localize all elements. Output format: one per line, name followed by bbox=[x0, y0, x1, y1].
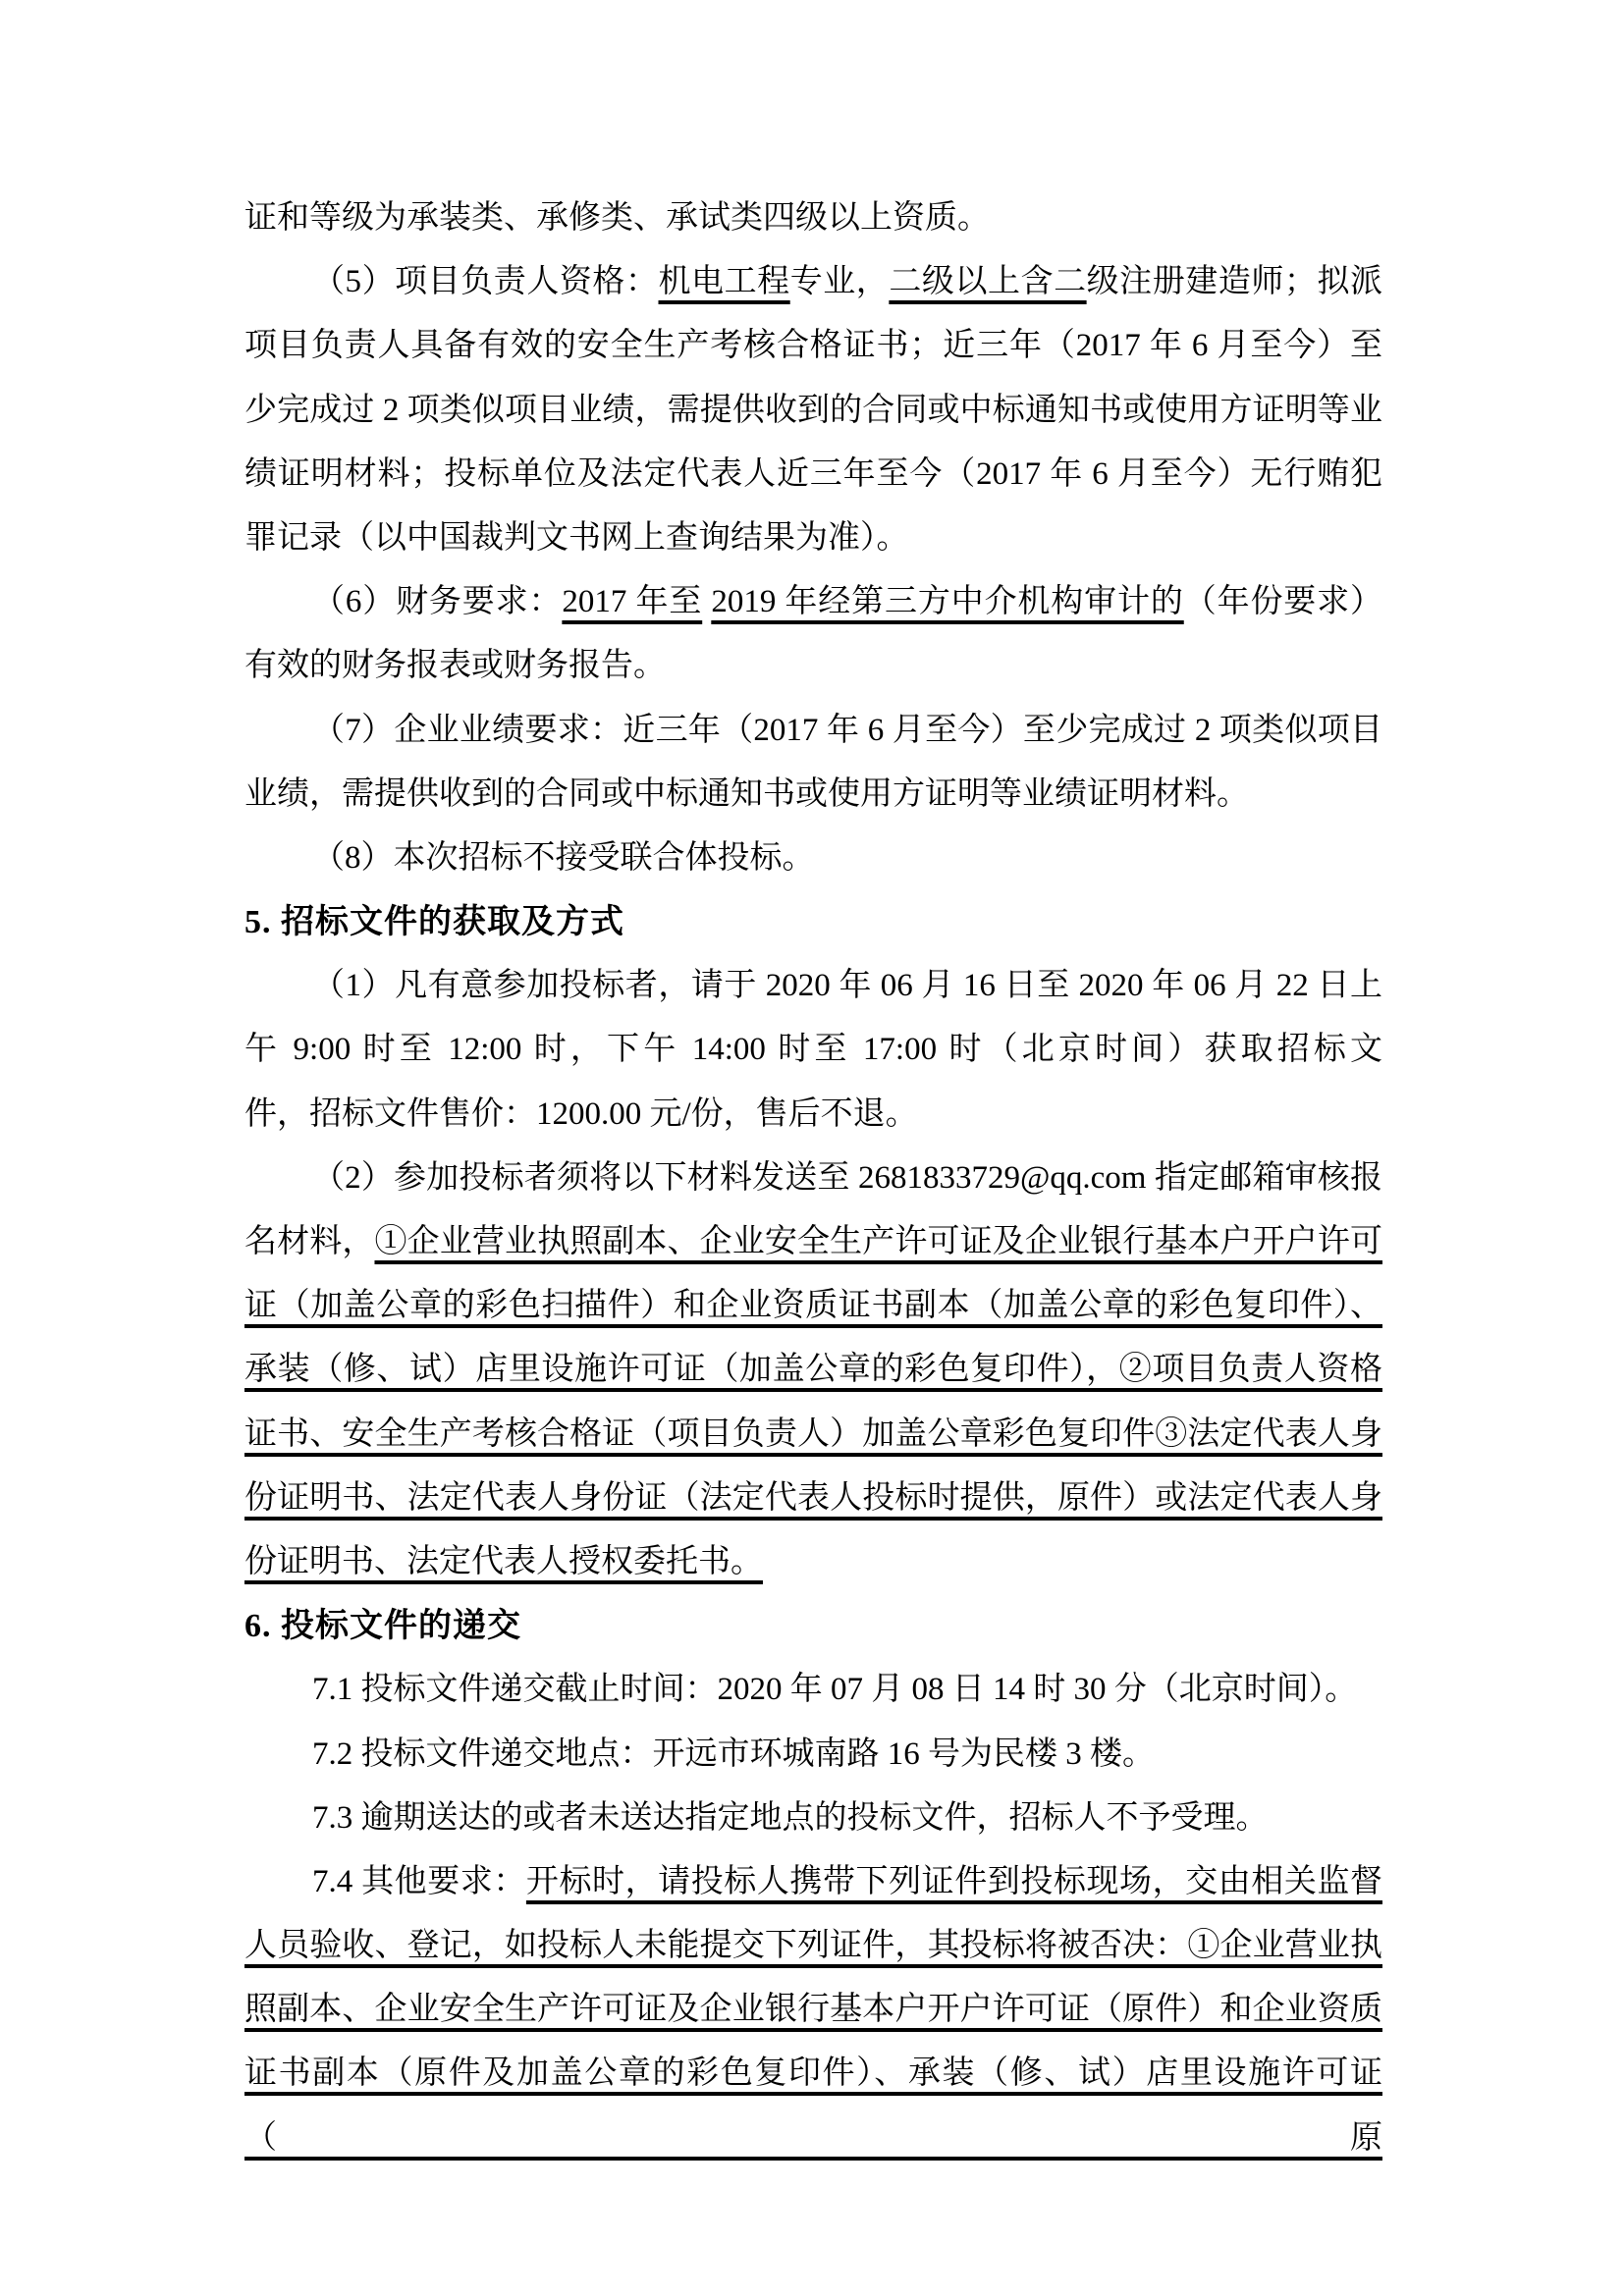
underlined-text-segment: 承装（修、试）店里设施许可证（加盖公章的彩色复印件），②项目负责人资格 bbox=[244, 1352, 1382, 1388]
text-segment: 证和等级为承装类、承修类、承试类四级以上资质。 bbox=[244, 200, 990, 236]
text-segment: （6）财务要求： bbox=[312, 584, 563, 620]
underlined-text-segment: 照副本、企业安全生产许可证及企业银行基本户开户许可证（原件）和企业资质 bbox=[244, 1992, 1382, 2028]
text-segment: （2）参加投标者须将以下材料发送至 2681833729@qq.com 指定邮箱审核报 bbox=[312, 1159, 1382, 1196]
text-segment: 6. 投标文件的递交 bbox=[244, 1608, 521, 1645]
text-segment: 专业， bbox=[789, 264, 890, 300]
section-5-heading bbox=[244, 890, 1382, 954]
underlined-text-segment: 2019 年经第三方中介机构审计的 bbox=[711, 584, 1184, 620]
text-line-10 bbox=[244, 763, 1382, 827]
underlined-text-segment: 开标时，请投标人携带下列证件到投标现场，交由相关监督 bbox=[525, 1863, 1383, 1899]
underlined-text-segment: 机电工程 bbox=[658, 264, 790, 300]
underlined-text-segment: 份证明书、法定代表人授权委托书。 bbox=[244, 1543, 763, 1579]
underlined-text-segment: 二级以上含二 bbox=[889, 264, 1087, 300]
text-segment: 有效的财务报表或财务报告。 bbox=[244, 648, 666, 684]
text-segment: 7.1 投标文件递交截止时间：2020 年 07 月 08 日 14 时 30 分（北京时间）。 bbox=[312, 1672, 1358, 1708]
text-line-13-item1 bbox=[244, 954, 1382, 1018]
underlined-text-segment: ①企业营业执照副本、企业安全生产许可证及企业银行基本户开户许可 bbox=[374, 1224, 1383, 1259]
section-6-heading bbox=[244, 1594, 1382, 1658]
text-line-19 bbox=[244, 1338, 1382, 1402]
text-segment: 名材料， bbox=[244, 1224, 375, 1259]
text-line-6 bbox=[244, 507, 1382, 570]
text-segment: （1）凡有意参加投标者，请于 2020 年 06 月 16 日至 2020 年 06 月 22 日上 bbox=[312, 968, 1382, 1004]
text-segment: 业绩，需提供收到的合同或中标通知书或使用方证明等业绩证明材料。 bbox=[244, 775, 1249, 812]
text-line-29 bbox=[244, 1978, 1382, 2042]
document-content bbox=[244, 187, 1383, 2156]
underlined-text-segment: 证书副本（原件及加盖公章的彩色复印件）、承装（修、试）店里设施许可证（原 bbox=[244, 2056, 1382, 2156]
text-segment: （年份要求） bbox=[1183, 584, 1383, 620]
text-segment: （8）本次招标不接受联合体投标。 bbox=[312, 839, 815, 876]
text-line-8 bbox=[244, 634, 1382, 698]
text-segment: 7.4 其他要求： bbox=[312, 1863, 526, 1899]
text-segment: 午 9:00 时至 12:00 时，下午 14:00 时至 17:00 时（北京时间）获取招标文 bbox=[244, 1032, 1382, 1068]
text-line-21 bbox=[244, 1467, 1382, 1530]
text-line-14 bbox=[244, 1018, 1382, 1082]
text-segment: 少完成过 2 项类似项目业绩，需提供收到的合同或中标通知书或使用方证明等业 bbox=[244, 392, 1382, 428]
text-line-7-item6 bbox=[244, 570, 1382, 634]
text-line-17 bbox=[244, 1210, 1382, 1274]
text-line-4 bbox=[244, 379, 1382, 443]
text-segment: 7.3 逾期送达的或者未送达指定地点的投标文件，招标人不予受理。 bbox=[312, 1799, 1269, 1836]
text-line-5 bbox=[244, 443, 1382, 507]
underlined-text-segment: 证书、安全生产考核合格证（项目负责人）加盖公章彩色复印件③法定代表人身 bbox=[244, 1415, 1382, 1452]
text-segment: 7.2 投标文件递交地点：开远市环城南路 16 号为民楼 3 楼。 bbox=[312, 1735, 1155, 1772]
text-line-2-item5 bbox=[244, 250, 1382, 314]
text-line-27-item74 bbox=[244, 1850, 1382, 1914]
text-line-24-item71 bbox=[244, 1658, 1382, 1722]
text-line-20 bbox=[244, 1403, 1382, 1467]
underlined-text-segment: 人员验收、登记，如投标人未能提交下列证件，其投标将被否决：①企业营业执 bbox=[244, 1928, 1382, 1964]
text-segment: 绩证明材料；投标单位及法定代表人近三年至今（2017 年 6 月至今）无行贿犯 bbox=[244, 455, 1382, 492]
text-line-25-item72 bbox=[244, 1723, 1382, 1787]
text-line-26-item73 bbox=[244, 1787, 1382, 1850]
text-segment bbox=[702, 584, 711, 619]
text-segment: （5）项目负责人资格： bbox=[312, 264, 659, 300]
text-line-16-item2 bbox=[244, 1147, 1382, 1210]
text-segment: 级注册建造师；拟派 bbox=[1086, 264, 1382, 300]
text-segment: 罪记录（以中国裁判文书网上查询结果为准）。 bbox=[244, 519, 909, 556]
underlined-text-segment: 2017 年至 bbox=[562, 584, 703, 620]
text-line-18 bbox=[244, 1274, 1382, 1338]
text-line-1 bbox=[244, 187, 1382, 250]
underlined-text-segment: 份证明书、法定代表人身份证（法定代表人投标时提供，原件）或法定代表人身 bbox=[244, 1479, 1382, 1516]
text-line-30 bbox=[244, 2042, 1382, 2156]
text-line-28 bbox=[244, 1914, 1382, 1978]
text-segment: 项目负责人具备有效的安全生产考核合格证书；近三年（2017 年 6 月至今）至 bbox=[244, 328, 1383, 364]
text-line-22 bbox=[244, 1530, 1382, 1594]
text-line-9-item7 bbox=[244, 699, 1382, 763]
text-line-3 bbox=[244, 314, 1382, 378]
text-segment: 件，招标文件售价：1200.00 元/份，售后不退。 bbox=[244, 1095, 918, 1132]
text-segment: 5. 招标文件的获取及方式 bbox=[244, 904, 624, 941]
underlined-text-segment: 证（加盖公章的彩色扫描件）和企业资质证书副本（加盖公章的彩色复印件）、 bbox=[244, 1288, 1382, 1324]
text-line-11-item8 bbox=[244, 827, 1382, 890]
text-line-15 bbox=[244, 1083, 1382, 1147]
text-segment: （7）企业业绩要求：近三年（2017 年 6 月至今）至少完成过 2 项类似项目 bbox=[312, 712, 1382, 748]
